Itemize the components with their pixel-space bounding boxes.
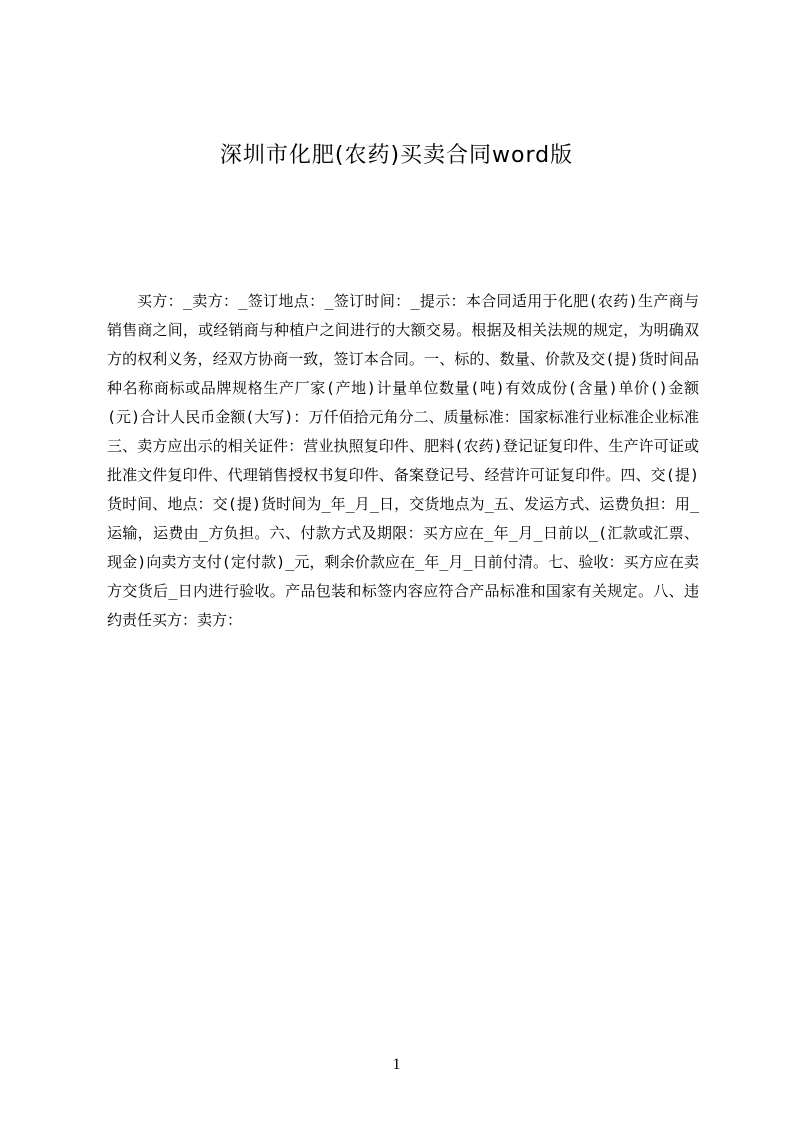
- document-title: 深圳市化肥(农药)买卖合同word版: [219, 143, 574, 168]
- page-number: 1: [392, 1056, 401, 1073]
- document-body-paragraph: 买方：_卖方：_签订地点：_签订时间：_提示：本合同适用于化肥(农药)生产商与销售商之间，或经销商与种植户之间进行的大额交易。根据及相关法规的规定，为明确双方的权利义务，经双方协商一致，签订本合同。一、标的、数量、价款及交(提)货时间品种名称商标或品牌规格生产厂家(产地)计量单位数量(吨)有效成份(含量)单价()金额(元)合计人民币金额(大写)：万仟佰拾元角分二、质量标准：国家标准行业标准企业标准三、卖方应出示的相关证件：营业执照复印件、肥料(农药)登记证复印件、生产许可证或批准文件复印件、代理销售授权书复印件、备案登记号、经营许可证复印件。四、交(提)货时间、地点：交(提)货时间为_年_月_日，交货地点为_五、发运方式、运费负担：用_运输，运费由_方负担。六、付款方式及期限：买方应在_年_月_日前以_(汇款或汇票、现金)向卖方支付(定付款)_元，剩余价款应在_年_月_日前付清。七、验收：买方应在卖方交货后_日内进行验收。产品包装和标签内容应符合产品标准和国家有关规定。八、违约责任买方：卖方：: [107, 292, 699, 629]
